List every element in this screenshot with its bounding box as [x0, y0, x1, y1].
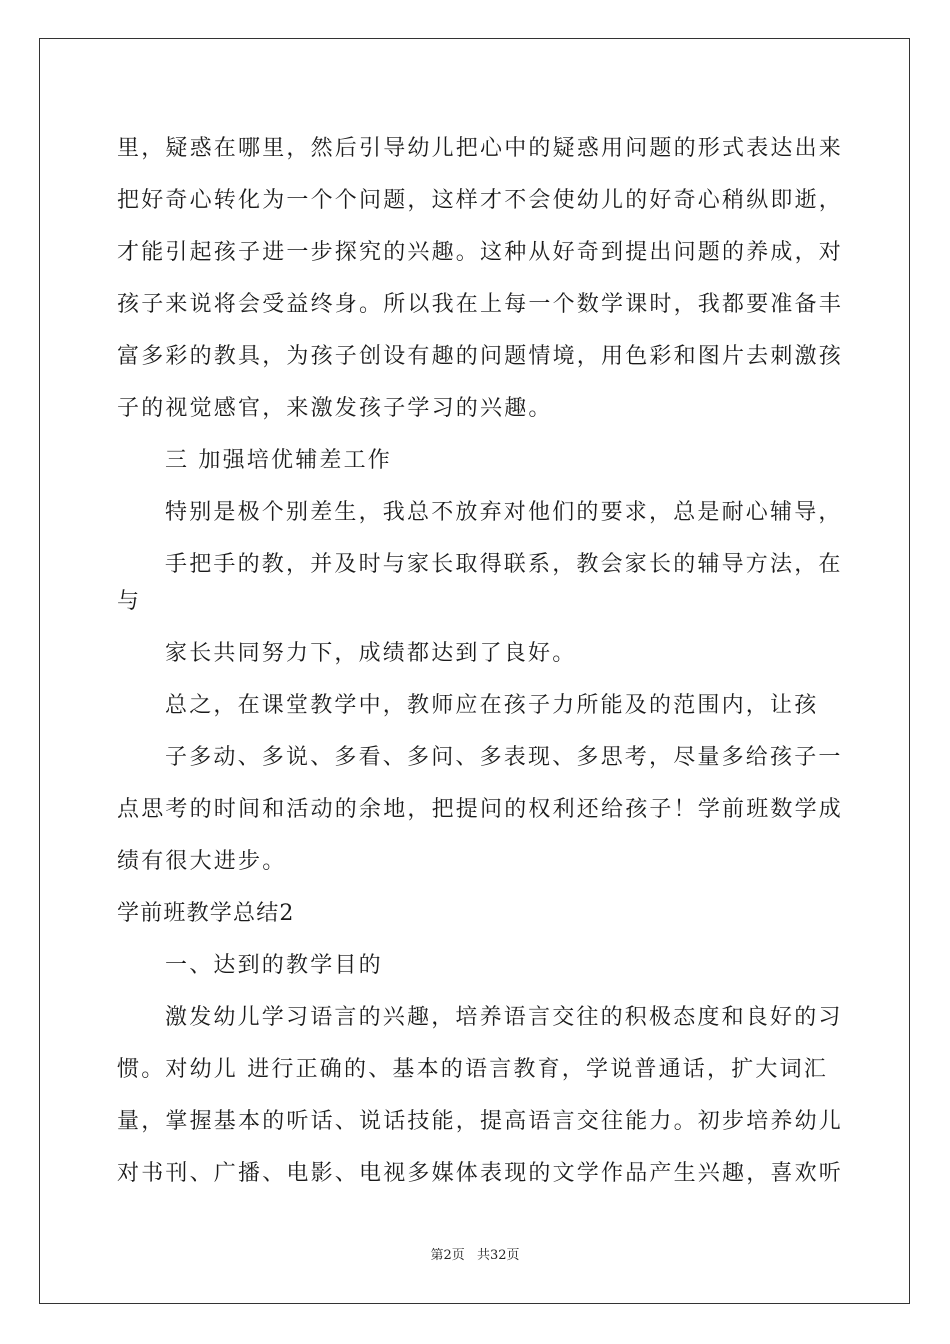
- text-line: 总之，在课堂教学中，教师应在孩子力所能及的范围内，让孩: [165, 693, 819, 718]
- text-line: 富多彩的教具，为孩子创设有趣的问题情境，用色彩和图片去刺激孩: [117, 344, 844, 369]
- section-heading: 三 加强培优辅差工作: [165, 448, 392, 473]
- page-footer: [0, 1247, 950, 1265]
- page-total: 共32页: [476, 1248, 520, 1263]
- text-line: 激发幼儿学习语言的兴趣，培养语言交往的积极态度和良好的习: [165, 1005, 843, 1030]
- text-line: 才能引起孩子进一步探究的兴趣。这种从好奇到提出问题的养成，对: [117, 240, 844, 265]
- page-number: 第2页: [430, 1248, 465, 1263]
- text-line: 惯。对幼儿 进行正确的、基本的语言教育，学说普通话，扩大词汇: [117, 1057, 828, 1082]
- text-line: 孩子来说将会受益终身。所以我在上每一个数学课时，我都要准备丰: [117, 292, 844, 317]
- text-line: 家长共同努力下，成绩都达到了良好。: [165, 641, 577, 666]
- document-title: 学前班教学总结2: [117, 901, 295, 926]
- text-line: 点思考的时间和活动的余地，把提问的权利还给孩子！学前班数学成: [117, 797, 844, 822]
- text-line: 把好奇心转化为一个个问题，这样才不会使幼儿的好奇心稍纵即逝，: [117, 188, 844, 213]
- section-heading: 一、达到的教学目的: [165, 953, 383, 978]
- text-line: 量，掌握基本的听话、说话技能，提高语言交往能力。初步培养幼儿: [117, 1109, 844, 1134]
- text-line: 里，疑惑在哪里，然后引导幼儿把心中的疑惑用问题的形式表达出来: [117, 136, 844, 161]
- text-line: 手把手的教，并及时与家长取得联系，教会家长的辅导方法，在: [165, 552, 843, 577]
- text-line: 与: [117, 589, 142, 614]
- text-line: 子多动、多说、多看、多问、多表现、多思考，尽量多给孩子一: [165, 745, 843, 770]
- text-line: 对书刊、广播、电影、电视多媒体表现的文学作品产生兴趣，喜欢听: [117, 1161, 844, 1186]
- text-line: 绩有很大进步。: [117, 849, 287, 874]
- text-line: 特别是极个别差生，我总不放弃对他们的要求，总是耐心辅导，: [165, 500, 843, 525]
- text-line: 子的视觉感官，来激发孩子学习的兴趣。: [117, 396, 553, 421]
